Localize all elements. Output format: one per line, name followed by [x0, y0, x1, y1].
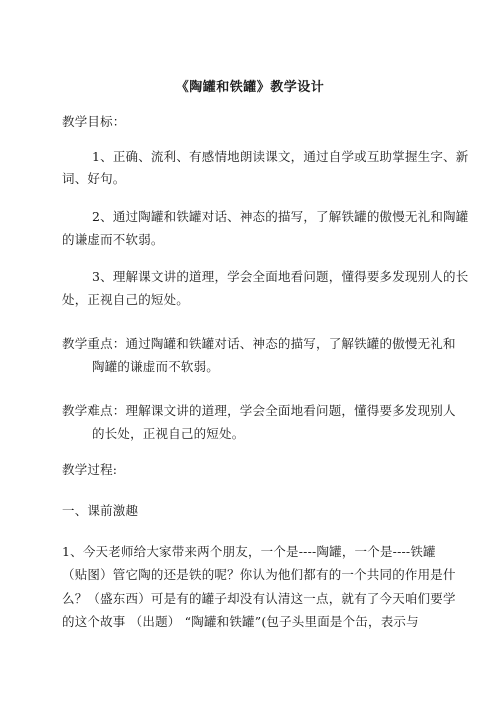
goal-1-line-2: 词、好句。 [62, 171, 126, 186]
goal-1-line-1: 1、正确、流利、有感情地朗读课文，通过自学或互助掌握生字、新 [92, 149, 469, 164]
process-heading: 教学过程: [62, 462, 118, 477]
goal-2-line-2: 的谦虚而不软弱。 [62, 232, 164, 247]
goal-2-line-1: 2、通过陶罐和铁罐对话、神态的描写，了解铁罐的傲慢无礼和陶罐 [92, 209, 469, 224]
paragraph-1-line-2: （贴图）管它陶的还是铁的呢？你认为他们都有的一个共同的作用是什 [62, 567, 456, 582]
paragraph-1-line-3: 么？（盛东西）可是有的罐子却没有认清这一点，就有了今天咱们要学 [62, 591, 456, 606]
goals-heading: 教学目标： [62, 114, 126, 129]
difficulty-line-1: 教学难点：理解课文讲的道理，学会全面地看问题，懂得要多发现别人 [62, 403, 456, 418]
key-point-line-1: 教学重点：通过陶罐和铁罐对话、神态的描写，了解铁罐的傲慢无礼和 [62, 336, 456, 351]
goal-3-line-1: 3、理解课文讲的道理，学会全面地看问题，懂得要多发现别人的长 [92, 269, 469, 284]
difficulty-line-2: 的长处，正视自己的短处。 [92, 426, 245, 441]
section-1-heading: 一、课前激趣 [62, 503, 139, 518]
paragraph-1-line-1: 1、今天老师给大家带来两个朋友，一个是----陶罐，一个是----铁罐 [62, 544, 436, 559]
key-point-line-2: 陶罐的谦虚而不软弱。 [92, 359, 220, 374]
goal-3-line-2: 处，正视自己的短处。 [62, 292, 190, 307]
paragraph-1-line-4: 的这个故事 （出题） “陶罐和铁罐”(包子头里面是个缶，表示与 [62, 614, 419, 629]
document-title: 《陶罐和铁罐》教学设计 [175, 80, 325, 95]
